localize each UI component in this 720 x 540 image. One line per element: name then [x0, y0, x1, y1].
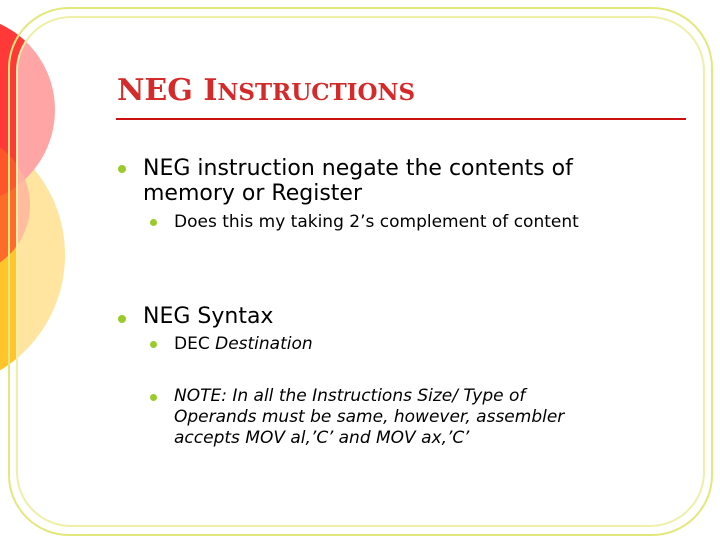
bullet-2-sub-1 — [174, 334, 313, 355]
bullet-1-line-1: NEG instruction negate the contents of — [143, 156, 573, 181]
bullet-icon — [150, 341, 157, 348]
syntax-operand: Destination — [215, 334, 313, 354]
title-rest: NSTRUCTIONS — [217, 79, 416, 106]
slide-title — [117, 70, 415, 108]
bullet-2-sub-2-line-2: Operands must be same, however, assembler — [174, 407, 565, 427]
bullet-1-sub-1: Does this my taking 2’s complement of content — [174, 212, 579, 232]
bullet-2-line-1: NEG Syntax — [143, 304, 274, 329]
bullet-2-sub-2-line-3: accepts MOV al,’C’ and MOV ax,’C’ — [174, 428, 470, 448]
bullet-icon — [118, 165, 126, 173]
title-underline — [116, 118, 686, 120]
bullet-1-line-2: memory or Register — [143, 181, 362, 206]
bullet-2-sub-2-line-1: NOTE: In all the Instructions Size/ Type of — [174, 386, 526, 406]
bullet-icon — [118, 315, 126, 323]
bullet-icon — [150, 394, 157, 401]
bullet-icon — [150, 219, 157, 226]
title-main: NEG I — [117, 73, 218, 108]
syntax-keyword: DEC — [174, 334, 216, 354]
